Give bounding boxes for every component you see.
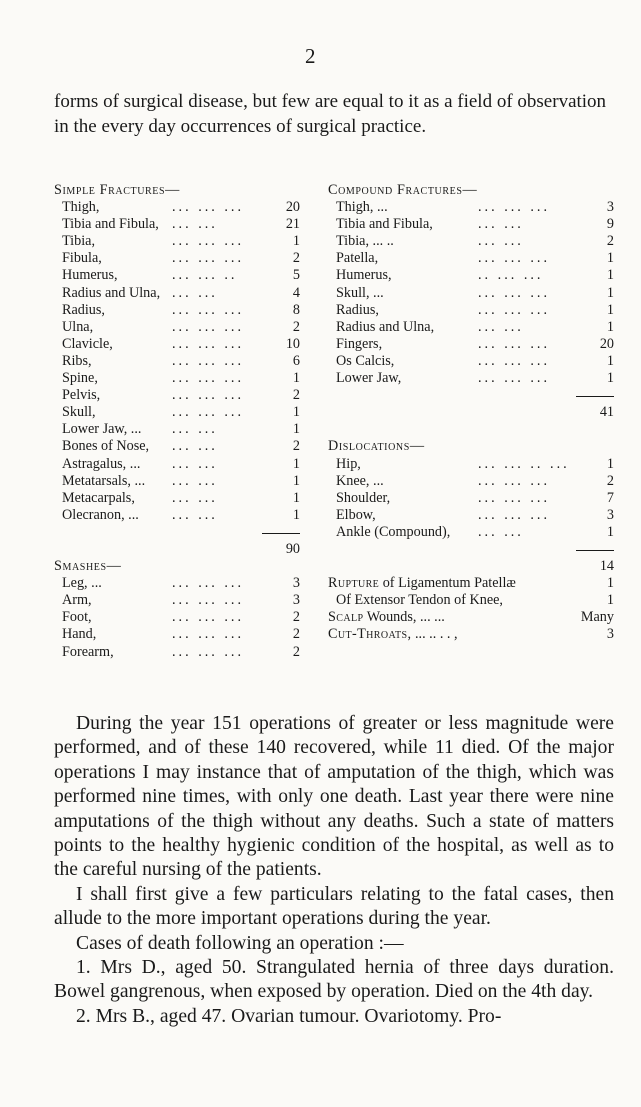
row-value: 6	[292, 352, 300, 369]
row-value: 1	[606, 592, 614, 609]
row-leader-dots: ... ... ...	[172, 609, 245, 626]
row-leader-dots: ... ... ...	[172, 387, 245, 404]
table-row	[54, 456, 300, 473]
row-label: Astragalus, ...	[62, 455, 141, 472]
row-label: Ankle (Compound),	[336, 523, 451, 540]
row-leader-dots: ... ... ...	[478, 335, 551, 352]
table-row	[328, 250, 614, 267]
body-paragraph: During the year 151 operations of greater or less magnitude were performed, and of these 140 recovered, while 11 died. Of the major operations I may instance that of amputation of the thigh, which was performed nine times, with only one death. Last year there were nine amputations of the thigh without any deaths. Such a state of matters points to the healthy hygienic condition of the hospital, as well as to the careful nursing of the patients.	[54, 713, 614, 881]
row-value: 5	[292, 267, 300, 284]
row-value: 1	[292, 233, 300, 250]
dislocations-list	[328, 456, 614, 541]
row-leader-dots: ... ... ...	[172, 352, 245, 369]
row-leader-dots: ... ... ...	[172, 370, 245, 387]
table-row	[54, 250, 300, 267]
row-label: Thigh, ...	[336, 199, 388, 216]
row-value: 1	[292, 472, 300, 489]
row-leader-dots: ... ...	[172, 472, 218, 489]
row-label: Hip,	[336, 455, 361, 472]
row-value: 4	[292, 284, 300, 301]
body-paragraph: Cases of death following an operation :—	[76, 932, 404, 954]
row-leader-dots: ... ... ...	[172, 592, 245, 609]
table-row	[328, 524, 614, 541]
row-value: 20	[285, 199, 300, 216]
table-row	[328, 370, 614, 387]
row-label: Lower Jaw,	[336, 370, 402, 387]
row-value: 1	[606, 352, 614, 369]
table-row	[328, 626, 614, 643]
row-leader-dots: ... ... ...	[478, 370, 551, 387]
row-label: Lower Jaw, ...	[62, 421, 142, 438]
intro-paragraph: forms of surgical disease, but few are equal to it as a field of observation in the every day occurrences of surgical practice.	[54, 91, 607, 137]
row-value: 9	[606, 216, 614, 233]
row-leader-dots: ... ... ...	[172, 250, 245, 267]
compound-fractures-list	[328, 199, 614, 387]
row-leader-dots: ... ...	[478, 233, 524, 250]
row-label: Fibula,	[62, 250, 102, 267]
row-label: Spine,	[62, 370, 98, 387]
row-value: 2	[292, 643, 300, 660]
row-leader-dots: .. ... ...	[478, 267, 544, 284]
row-leader-dots: ... ... ...	[478, 250, 551, 267]
table-row	[54, 609, 300, 626]
table-row	[328, 490, 614, 507]
row-value: 2	[292, 318, 300, 335]
table-row	[54, 404, 300, 421]
table-row	[54, 626, 300, 643]
row-label-rest: Wounds, ... ...	[363, 609, 445, 626]
row-leader-dots: ... ... ...	[478, 284, 551, 301]
row-label: Ulna,	[62, 318, 94, 335]
row-label	[328, 609, 445, 626]
table-row	[54, 199, 300, 216]
row-value: 3	[292, 592, 300, 609]
row-leader-dots: ... ...	[172, 216, 218, 233]
row-leader-dots: ... ... ...	[172, 199, 245, 216]
row-value: 21	[285, 216, 300, 233]
row-value: 1	[292, 370, 300, 387]
row-leader-dots: ... ...	[172, 284, 218, 301]
compound-fractures-total: 41	[599, 404, 614, 421]
row-leader-dots: ... ...	[478, 216, 524, 233]
row-label: Ribs,	[62, 352, 92, 369]
row-label: Tibia, ... ..	[336, 233, 394, 250]
row-label: Radius and Ulna,	[62, 284, 161, 301]
table-row	[54, 421, 300, 438]
table-row	[328, 233, 614, 250]
row-leader-dots: ... ... ...	[172, 643, 245, 660]
row-value: 2	[606, 472, 614, 489]
total-rule	[54, 524, 300, 541]
row-value: 1	[606, 301, 614, 318]
row-label: Pelvis,	[62, 387, 101, 404]
table-row	[328, 267, 614, 284]
row-label: Tibia,	[62, 233, 95, 250]
row-label: Olecranon, ...	[62, 506, 139, 523]
table-row	[328, 353, 614, 370]
table-row	[54, 592, 300, 609]
row-leader-dots: ... ...	[478, 523, 524, 540]
table-row	[328, 319, 614, 336]
table-row	[328, 507, 614, 524]
row-value: 7	[606, 489, 614, 506]
row-label-rest: ... .. . . ,	[411, 626, 458, 643]
body-paragraph: I shall first give a few particulars relating to the fatal cases, then allude to the more important operations during the year.	[54, 883, 614, 930]
row-value: 1	[606, 318, 614, 335]
row-value: 1	[292, 489, 300, 506]
table-row	[54, 233, 300, 250]
row-leader-dots: ... ... ...	[478, 352, 551, 369]
row-leader-dots: ... ...	[172, 421, 218, 438]
row-leader-dots: ... ... ...	[172, 318, 245, 335]
row-value: 2	[292, 250, 300, 267]
row-leader-dots: ... ... ...	[172, 301, 245, 318]
row-label	[328, 592, 503, 609]
row-label: Humerus,	[62, 267, 118, 284]
row-value: 1	[292, 421, 300, 438]
row-value: 1	[292, 455, 300, 472]
row-leader-dots: ... ... ...	[478, 199, 551, 216]
smashes-heading: Smashes—	[54, 558, 122, 575]
row-label	[328, 626, 458, 643]
row-value: 3	[292, 575, 300, 592]
table-row	[54, 302, 300, 319]
row-label: Patella,	[336, 250, 379, 267]
row-label-caps: Rupture	[328, 575, 380, 592]
row-value: 1	[606, 267, 614, 284]
row-leader-dots: ... ... ...	[478, 301, 551, 318]
row-value: 1	[606, 523, 614, 540]
row-leader-dots: ... ...	[478, 318, 524, 335]
row-label: Radius and Ulna,	[336, 318, 435, 335]
row-leader-dots: ... ... ...	[172, 233, 245, 250]
row-label-caps: Cut-Throats,	[328, 626, 412, 643]
left-column	[54, 182, 300, 661]
row-leader-dots: ... ... ...	[478, 472, 551, 489]
table-row	[328, 609, 614, 626]
row-value: 3	[606, 626, 614, 643]
table-row	[54, 490, 300, 507]
table-row	[328, 336, 614, 353]
body-paragraph: 2. Mrs B., aged 47. Ovarian tumour. Ovariotomy. Pro-	[76, 1005, 502, 1027]
row-label: Metacarpals,	[62, 489, 135, 506]
row-label: Radius,	[336, 301, 379, 318]
row-label: Tibia and Fibula,	[336, 216, 433, 233]
row-value: Many	[580, 609, 614, 626]
row-leader-dots: ... ... ...	[172, 404, 245, 421]
row-leader-dots: ... ...	[172, 506, 218, 523]
row-leader-dots: ... ... ...	[172, 626, 245, 643]
row-label: Arm,	[62, 592, 92, 609]
table-row	[54, 285, 300, 302]
row-label: Forearm,	[62, 643, 114, 660]
table-row	[328, 199, 614, 216]
table-row	[54, 370, 300, 387]
page-number: 2	[305, 44, 316, 68]
row-leader-dots: ... ... ..	[172, 267, 238, 284]
row-label: Skull, ...	[336, 284, 384, 301]
simple-fractures-heading: Simple Fractures—	[54, 182, 180, 198]
row-label: Skull,	[62, 404, 96, 421]
table-row	[54, 216, 300, 233]
table-row	[328, 285, 614, 302]
row-label: Tibia and Fibula,	[62, 216, 159, 233]
row-label-rest: Of Extensor Tendon of Knee,	[336, 592, 503, 609]
row-value: 3	[606, 506, 614, 523]
row-label: Os Calcis,	[336, 352, 395, 369]
table-row	[328, 302, 614, 319]
simple-fractures-total: 90	[285, 540, 300, 557]
row-value: 1	[606, 455, 614, 472]
dislocations-total: 14	[599, 558, 614, 575]
row-value: 2	[292, 387, 300, 404]
table-row	[54, 387, 300, 404]
row-leader-dots: ... ...	[172, 438, 218, 455]
row-label: Humerus,	[336, 267, 392, 284]
table-row	[54, 267, 300, 284]
row-value: 1	[292, 506, 300, 523]
body-text	[54, 712, 614, 1029]
row-leader-dots: ... ... ...	[172, 335, 245, 352]
row-label: Shoulder,	[336, 489, 391, 506]
row-label: Radius,	[62, 301, 105, 318]
row-value: 2	[292, 609, 300, 626]
row-leader-dots: ... ... ...	[172, 575, 245, 592]
table-row	[328, 456, 614, 473]
row-label: Knee, ...	[336, 472, 384, 489]
row-label: Fingers,	[336, 335, 383, 352]
row-value: 10	[285, 335, 300, 352]
row-label: Bones of Nose,	[62, 438, 150, 455]
row-label: Clavicle,	[62, 335, 113, 352]
row-label	[328, 575, 516, 592]
misc-list	[328, 575, 614, 643]
table-row	[54, 319, 300, 336]
right-column	[328, 182, 614, 644]
row-value: 2	[292, 438, 300, 455]
row-value: 1	[606, 250, 614, 267]
row-label: Metatarsals, ...	[62, 472, 146, 489]
row-label: Foot,	[62, 609, 92, 626]
compound-fractures-heading: Compound Fractures—	[328, 182, 478, 198]
table-row	[54, 473, 300, 490]
row-value: 8	[292, 301, 300, 318]
row-value: 3	[606, 199, 614, 216]
table-row	[54, 575, 300, 592]
dislocations-heading: Dislocations—	[328, 438, 425, 455]
table-row	[328, 592, 614, 609]
table-row	[54, 438, 300, 455]
table-row	[328, 216, 614, 233]
row-leader-dots: ... ... .. ...	[478, 455, 570, 472]
row-label-rest: of Ligamentum Patellæ	[379, 575, 516, 592]
row-label: Elbow,	[336, 506, 376, 523]
row-label-caps: Scalp	[328, 609, 364, 626]
row-leader-dots: ... ...	[172, 455, 218, 472]
table-row	[54, 353, 300, 370]
row-value: 20	[599, 335, 614, 352]
smashes-list	[54, 575, 300, 660]
row-leader-dots: ... ...	[172, 489, 218, 506]
row-leader-dots: ... ... ...	[478, 506, 551, 523]
row-label: Hand,	[62, 626, 97, 643]
simple-fractures-list	[54, 199, 300, 524]
table-row	[328, 473, 614, 490]
table-row	[54, 507, 300, 524]
row-value: 1	[292, 404, 300, 421]
total-rule	[328, 387, 614, 404]
table-row	[328, 575, 614, 592]
row-value: 1	[606, 284, 614, 301]
row-value: 1	[606, 575, 614, 592]
row-value: 2	[292, 626, 300, 643]
table-row	[54, 336, 300, 353]
row-value: 2	[606, 233, 614, 250]
table-row	[54, 644, 300, 661]
row-value: 1	[606, 370, 614, 387]
total-rule	[328, 541, 614, 558]
row-label: Thigh,	[62, 199, 100, 216]
body-paragraph: 1. Mrs D., aged 50. Strangulated hernia of three days duration. Bowel gangrenous, when exposed by operation. Died on the 4th day.	[54, 957, 614, 1003]
row-leader-dots: ... ... ...	[478, 489, 551, 506]
row-label: Leg, ...	[62, 575, 102, 592]
